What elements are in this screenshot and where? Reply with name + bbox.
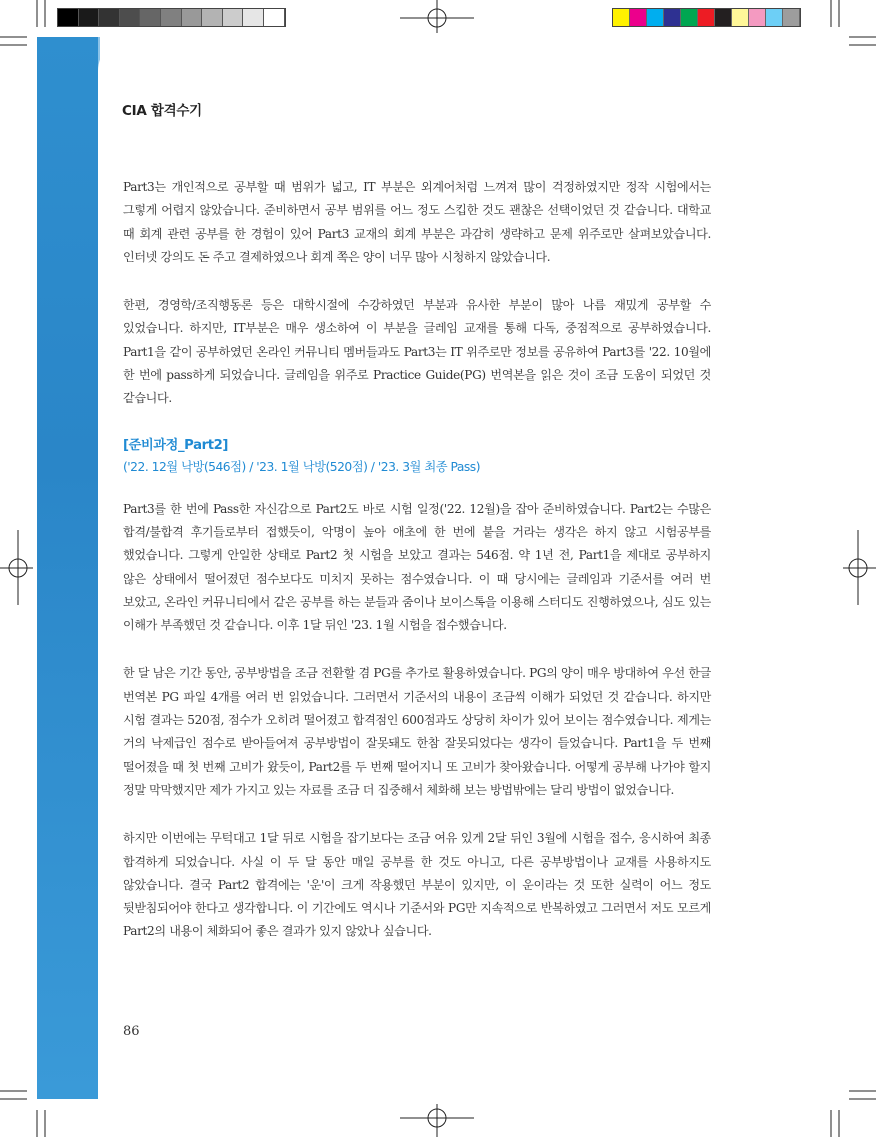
page-number: 86 (123, 1024, 140, 1039)
article-content (123, 176, 711, 969)
paragraph: 한 달 남은 기간 동안, 공부방법을 조금 전환할 겸 PG를 추가로 활용하였습니다. PG의 양이 매우 방대하여 우선 한글 번역본 PG 파일 4개를 여러 번 읽었습니다. 그러면서 기준서의 내용이 조금씩 이해가 되었던 것 같습니다. 하지만 시험 결과는 520점, 점수가 오히려 떨어졌고 합격점인 600점과도 상당히 차이가 있어 보이는 점수였습니다. 제게는 거의 낙제급인 점수로 받아들여져 공부방법이 잘못돼도 한참 잘못되었다는 생각이 들었습니다. Part1을 두 번째 떨어졌을 때 첫 번째 고비가 왔듯이, Part2를 두 번째 떨어지니 또 고비가 찾아왔습니다. 어떻게 공부해 나가야 할지 정말 막막했지만 제가 가지고 있는 자료를 조금 더 집중해서 체화해 보는 방법밖에는 달리 방법이 없었습니다. (123, 666, 711, 797)
paragraph: 한편, 경영학/조직행동론 등은 대학시절에 수강하였던 부분과 유사한 부분이 많아 나름 재밌게 공부할 수 있었습니다. 하지만, IT부분은 매우 생소하여 이 부분을 글레임 교재를 통해 다독, 중점적으로 공부하였습니다. Part1을 같이 공부하였던 온라인 커뮤니티 멤버들과도 Part3는 IT 위주로만 정보를 공유하여 Part3를 '22. 10월에 한 번에 pass하게 되었습니다. 글레임을 위주로 Practice Guide(PG) 번역본을 읽은 것이 조금 도움이 되었던 것 같습니다. (123, 298, 711, 406)
paragraph: 하지만 이번에는 무턱대고 1달 뒤로 시험을 잡기보다는 조금 여유 있게 2달 뒤인 3월에 시험을 접수, 응시하여 최종 합격하게 되었습니다. 사실 이 두 달 동안 매일 공부를 한 것도 아니고, 다른 공부방법이나 교재를 사용하지도 않았습니다. 결국 Part2 합격에는 '운'이 크게 작용했던 부분이 있지만, 이 운이라는 것 또한 실력이 어느 정도 뒷받침되어야 한다고 생각합니다. 이 기간에도 역시나 기준서와 PG만 지속적으로 반복하였고 그러면서 저도 모르게 Part2의 내용이 체화되어 좋은 결과가 있지 않았나 싶습니다. (123, 831, 711, 939)
paragraph: Part3는 개인적으로 공부할 때 범위가 넓고, IT 부분은 외계어처럼 느껴져 많이 걱정하였지만 정작 시험에서는 그렇게 어렵지 않았습니다. 준비하면서 공부 범위를 어느 정도 스킵한 것도 괜찮은 선택이었던 것 같습니다. 대학교 때 회계 관련 공부를 한 경험이 있어 Part3 교재의 회계 부분은 과감히 생략하고 문제 위주로만 살펴보았습니다. 인터넷 강의도 돈 주고 결제하였으나 회계 쪽은 양이 너무 많아 시청하지 않았습니다. (123, 180, 711, 264)
section-subtitle: ('22. 12월 낙방(546점) / '23. 1월 낙방(520점) / '23. 3월 최종 Pass) (123, 459, 480, 474)
side-color-band (37, 37, 98, 1099)
paragraph: Part3를 한 번에 Pass한 자신감으로 Part2도 바로 시험 일정('22. 12월)을 잡아 준비하였습니다. Part2는 수많은 합격/불합격 후기들로부터 접했듯이, 악명이 높아 애초에 한 번에 붙을 거라는 생각은 하지 않고 시험공부를 했었습니다. 그렇게 안일한 상태로 Part2 첫 시험을 보았고 결과는 546점. 약 1년 전, Part1을 제대로 공부하지 않은 상태에서 떨어졌던 점수보다도 미치지 못하는 점수였습니다. 이 때 당시에는 글레임과 기준서를 여러 번 보았고, 온라인 커뮤니티에서 같은 공부를 하는 분들과 줌이나 보이스톡을 이용해 스터디도 진행하였으나, 심도 있는 이해가 부족했던 것 같습니다. 이후 1달 뒤인 '23. 1월 시험을 접수했습니다. (123, 501, 711, 633)
section-title: [준비과정_Part2] (123, 437, 228, 453)
running-head: CIA 합격수기 (122, 103, 202, 119)
